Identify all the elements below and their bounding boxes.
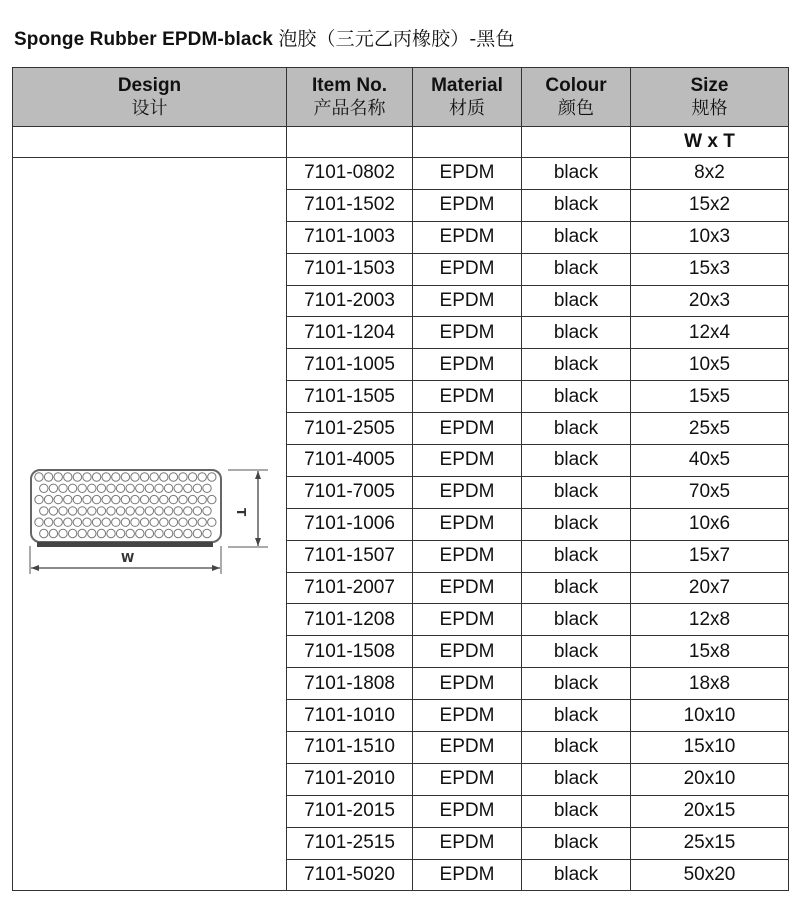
size-cell: 10x5 <box>631 349 789 381</box>
size-cell: 15x10 <box>631 732 789 764</box>
item-number-cell: 7101-7005 <box>287 476 413 508</box>
size-cell: 12x4 <box>631 317 789 349</box>
item-number-cell: 7101-0802 <box>287 158 413 190</box>
unit-row <box>13 127 789 158</box>
page-title <box>14 24 514 51</box>
size-cell: 20x7 <box>631 572 789 604</box>
size-cell: 10x3 <box>631 221 789 253</box>
colour-cell: black <box>522 285 631 317</box>
size-cell: 15x8 <box>631 636 789 668</box>
material-cell: EPDM <box>413 604 522 636</box>
colour-cell: black <box>522 413 631 445</box>
colour-cell: black <box>522 540 631 572</box>
item-number-cell: 7101-1505 <box>287 381 413 413</box>
size-cell: 40x5 <box>631 445 789 477</box>
material-cell: EPDM <box>413 668 522 700</box>
header-size: Size 规格 <box>631 68 789 127</box>
material-cell: EPDM <box>413 285 522 317</box>
material-cell: EPDM <box>413 540 522 572</box>
item-number-cell: 7101-1508 <box>287 636 413 668</box>
material-cell: EPDM <box>413 189 522 221</box>
item-number-cell: 7101-1510 <box>287 732 413 764</box>
item-number-cell: 7101-1006 <box>287 508 413 540</box>
colour-cell: black <box>522 572 631 604</box>
material-cell: EPDM <box>413 445 522 477</box>
colour-cell: black <box>522 668 631 700</box>
colour-cell: black <box>522 763 631 795</box>
header-colour: Colour 颜色 <box>522 68 631 127</box>
colour-cell: black <box>522 604 631 636</box>
item-number-cell: 7101-1507 <box>287 540 413 572</box>
size-cell: 10x10 <box>631 700 789 732</box>
size-cell: 70x5 <box>631 476 789 508</box>
item-number-cell: 7101-1503 <box>287 253 413 285</box>
item-number-cell: 7101-1502 <box>287 189 413 221</box>
item-number-cell: 7101-1005 <box>287 349 413 381</box>
adhesive-backing <box>37 542 213 547</box>
size-cell: 10x6 <box>631 508 789 540</box>
item-number-cell: 7101-1204 <box>287 317 413 349</box>
size-unit-label: W x T <box>631 127 789 158</box>
table-row <box>13 158 789 190</box>
material-cell: EPDM <box>413 476 522 508</box>
product-table <box>12 67 789 891</box>
item-number-cell: 7101-2015 <box>287 795 413 827</box>
material-cell: EPDM <box>413 700 522 732</box>
title-english: Sponge Rubber EPDM-black <box>14 29 279 50</box>
item-number-cell: 7101-5020 <box>287 859 413 891</box>
material-cell: EPDM <box>413 381 522 413</box>
width-label: W <box>120 551 134 566</box>
material-cell: EPDM <box>413 508 522 540</box>
size-cell: 20x15 <box>631 795 789 827</box>
material-cell: EPDM <box>413 221 522 253</box>
colour-cell: black <box>522 795 631 827</box>
item-number-cell: 7101-2003 <box>287 285 413 317</box>
header-item-no: Item No. 产品名称 <box>287 68 413 127</box>
size-cell: 50x20 <box>631 859 789 891</box>
item-number-cell: 7101-2007 <box>287 572 413 604</box>
colour-cell: black <box>522 445 631 477</box>
colour-cell: black <box>522 700 631 732</box>
cross-section-drawing <box>25 462 275 586</box>
colour-cell: black <box>522 859 631 891</box>
item-number-cell: 7101-1208 <box>287 604 413 636</box>
item-number-cell: 7101-2515 <box>287 827 413 859</box>
size-cell: 12x8 <box>631 604 789 636</box>
colour-cell: black <box>522 508 631 540</box>
material-cell: EPDM <box>413 317 522 349</box>
colour-cell: black <box>522 636 631 668</box>
size-cell: 15x3 <box>631 253 789 285</box>
material-cell: EPDM <box>413 827 522 859</box>
colour-cell: black <box>522 317 631 349</box>
size-cell: 25x15 <box>631 827 789 859</box>
header-row <box>13 68 789 127</box>
size-cell: 8x2 <box>631 158 789 190</box>
size-cell: 15x7 <box>631 540 789 572</box>
size-cell: 20x10 <box>631 763 789 795</box>
colour-cell: black <box>522 189 631 221</box>
thickness-label: T <box>233 508 248 517</box>
size-cell: 25x5 <box>631 413 789 445</box>
colour-cell: black <box>522 221 631 253</box>
material-cell: EPDM <box>413 763 522 795</box>
header-material: Material 材质 <box>413 68 522 127</box>
size-cell: 15x2 <box>631 189 789 221</box>
material-cell: EPDM <box>413 253 522 285</box>
item-number-cell: 7101-4005 <box>287 445 413 477</box>
sponge-cell-pattern <box>34 473 215 538</box>
colour-cell: black <box>522 349 631 381</box>
material-cell: EPDM <box>413 158 522 190</box>
colour-cell: black <box>522 381 631 413</box>
colour-cell: black <box>522 253 631 285</box>
size-cell: 20x3 <box>631 285 789 317</box>
item-number-cell: 7101-1003 <box>287 221 413 253</box>
header-design: Design 设计 <box>13 68 287 127</box>
colour-cell: black <box>522 732 631 764</box>
title-chinese: 泡胶（三元乙丙橡胶）-黑色 <box>278 28 515 50</box>
material-cell: EPDM <box>413 795 522 827</box>
colour-cell: black <box>522 158 631 190</box>
item-number-cell: 7101-1010 <box>287 700 413 732</box>
material-cell: EPDM <box>413 859 522 891</box>
item-number-cell: 7101-2010 <box>287 763 413 795</box>
item-number-cell: 7101-2505 <box>287 413 413 445</box>
design-cell <box>13 158 287 891</box>
material-cell: EPDM <box>413 732 522 764</box>
colour-cell: black <box>522 476 631 508</box>
item-number-cell: 7101-1808 <box>287 668 413 700</box>
size-cell: 15x5 <box>631 381 789 413</box>
material-cell: EPDM <box>413 349 522 381</box>
material-cell: EPDM <box>413 572 522 604</box>
colour-cell: black <box>522 827 631 859</box>
material-cell: EPDM <box>413 413 522 445</box>
size-cell: 18x8 <box>631 668 789 700</box>
material-cell: EPDM <box>413 636 522 668</box>
